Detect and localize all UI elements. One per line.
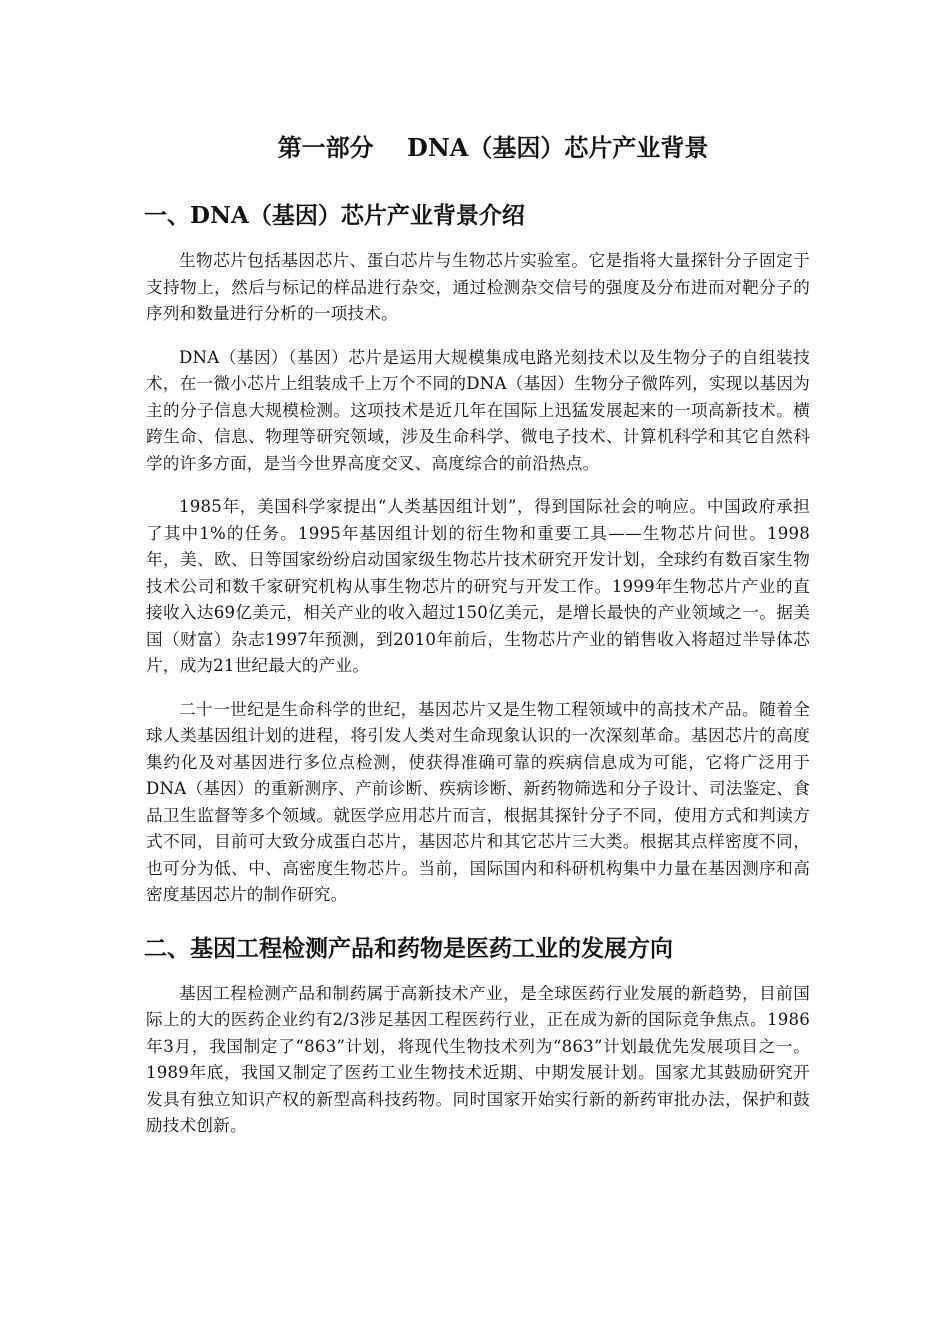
section-heading: 二、基因工程检测产品和药物是医药工业的发展方向 bbox=[144, 934, 673, 962]
section-1 bbox=[146, 198, 810, 909]
paragraph: 1985年，美国科学家提出“人类基因组计划”，得到国际社会的响应。中国政府承担了其中1%的任务。1995年基因组计划的衍生物和重要工具——生物芯片问世。1998年，美、欧、日等国家纷纷启动国家级生物芯片技术研究开发计划，全球约有数百家生物技术公司和数千家研究机构从事生物芯片的研究与开发工作。1999年生物芯片产业的直接收入达69亿美元，相关产业的收入超过150亿美元，是增长最快的产业领域之一。据美国（财富）杂志1997年预测，到2010年前后，生物芯片产业的销售收入将超过半导体芯片，成为21世纪最大的产业。 bbox=[146, 497, 810, 675]
paragraph: 基因工程检测产品和制药属于高新技术产业，是全球医药行业发展的新趋势，目前国际上的大的医药企业约有2/3涉足基因工程医药行业，正在成为新的国际竞争焦点。1986年3月，我国制定了“863”计划，将现代生物技术列为“863”计划最优先发展项目之一。1989年底，我国又制定了医药工业生物技术近期、中期发展计划。国家尤其鼓励研究开发具有独立知识产权的新型高科技药物。同时国家开始实行新的新药审批办法，保护和鼓励技术创新。 bbox=[146, 983, 810, 1135]
paragraph: DNA（基因）（基因）芯片是运用大规模集成电路光刻技术以及生物分子的自组装技术，在一微小芯片上组装成千上万个不同的DNA（基因）生物分子微阵列，实现以基因为主的分子信息大规模检测。这项技术是近几年在国际上迅猛发展起来的一项高新技术。横跨生命、信息、物理等研究领域，涉及生命科学、微电子技术、计算机科学和其它自然科学的许多方面，是当今世界高度交叉、高度综合的前沿热点。 bbox=[146, 347, 810, 473]
section-heading: 一、DNA（基因）芯片产业背景介绍 bbox=[144, 202, 525, 229]
paragraph: 生物芯片包括基因芯片、蛋白芯片与生物芯片实验室。它是指将大量探针分子固定于支持物上，然后与标记的样品进行杂交，通过检测杂交信号的强度及分布进而对靶分子的序列和数量进行分析的一项技术。 bbox=[146, 251, 810, 323]
section-2 bbox=[146, 931, 810, 1140]
document-title: 第一部分 DNA（基因）芯片产业背景 bbox=[277, 133, 709, 162]
document-page bbox=[146, 128, 810, 1157]
paragraph: 二十一世纪是生命科学的世纪，基因芯片又是生物工程领域中的高技术产品。随着全球人类基因组计划的进程，将引发人类对生命现象认识的一次深刻革命。基因芯片的高度集约化及对基因进行多位点检测，使获得准确可靠的疾病信息成为可能，它将广泛用于DNA（基因）的重新测序、产前诊断、疾病诊断、新药物筛选和分子设计、司法鉴定、食品卫生监督等多个领域。就医学应用芯片而言，根据其探针分子不同，使用方式和判读方式不同，目前可大致分成蛋白芯片，基因芯片和其它芯片三大类。根据其点样密度不同，也可分为低、中、高密度生物芯片。当前，国际国内和科研机构集中力量在基因测序和高密度基因芯片的制作研究。 bbox=[146, 699, 810, 904]
